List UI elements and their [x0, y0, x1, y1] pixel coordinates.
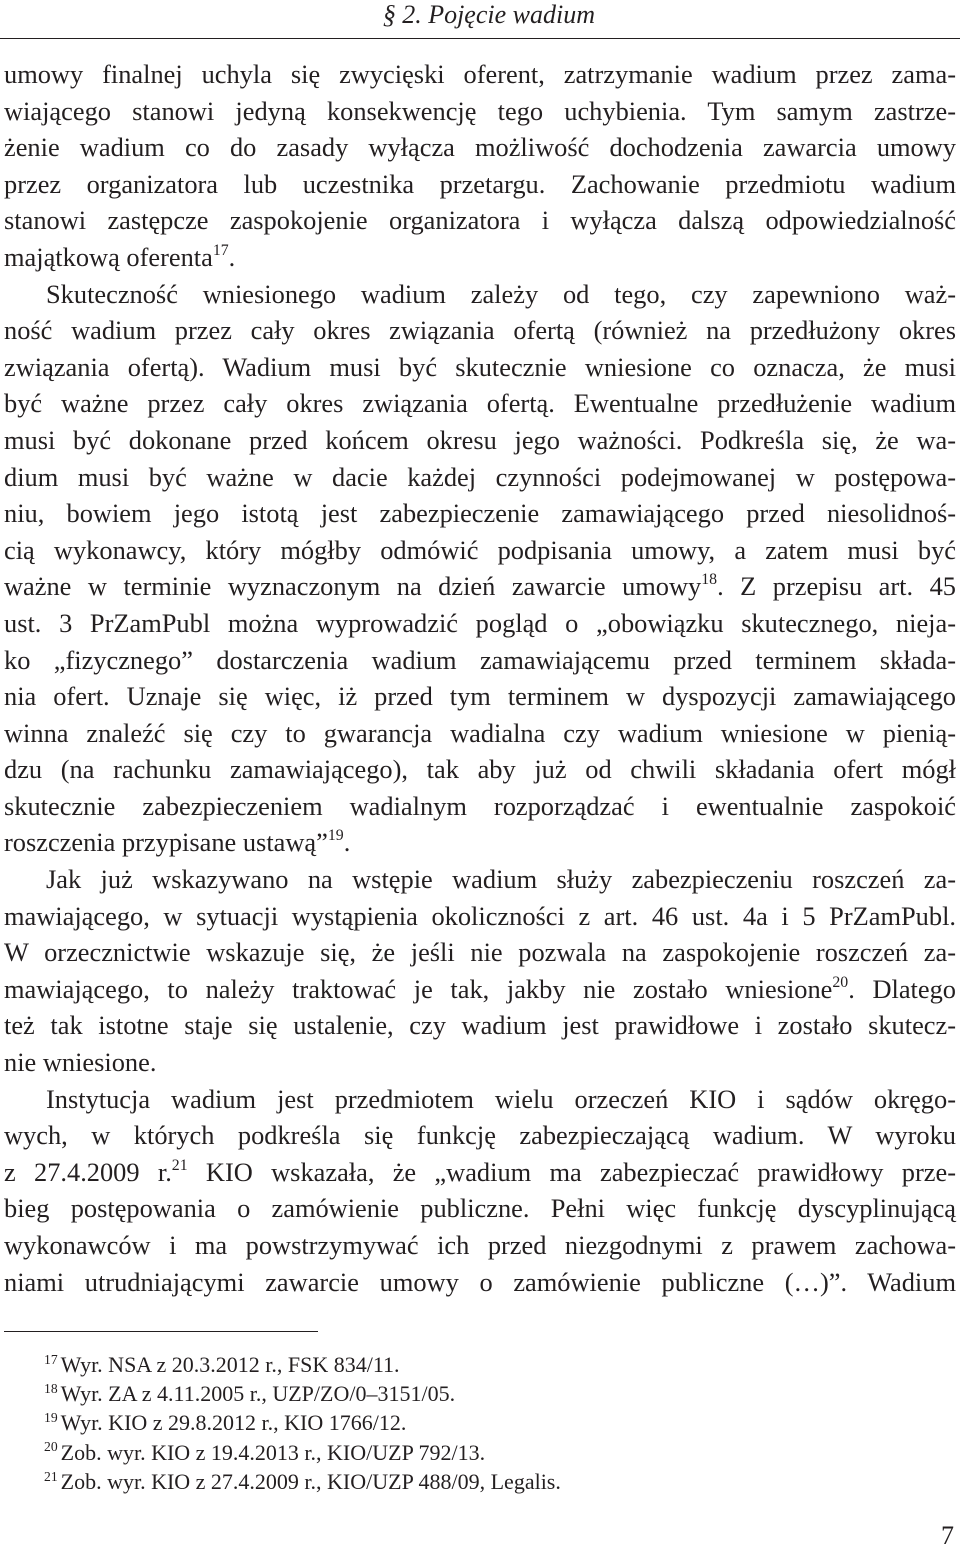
- text-fragment: majątkową oferenta: [4, 241, 213, 272]
- text-line: ko „fizycznego” dostarczenia wadium zamawiającemu przed terminem składa-: [4, 644, 956, 675]
- text-fragment: mawiającego, to należy traktować je tak, jakby nie zostało wniesione: [4, 973, 833, 1004]
- text-fragment: . Z przepisu art. 45: [717, 571, 956, 602]
- paragraph-4: [4, 1081, 956, 1301]
- text-fragment: KIO wskazała, że „wadium ma zabezpieczać prawidłowy prze-: [187, 1156, 956, 1187]
- footnote-number: 17: [44, 1351, 58, 1367]
- footnote-text: Zob. wyr. KIO z 27.4.2009 r., KIO/UZP 488/09, Legalis.: [60, 1468, 561, 1494]
- footnote-18: [44, 1379, 561, 1408]
- text-line: [4, 1154, 956, 1191]
- text-line: związania ofertą). Wadium musi być skutecznie wniesione co oznacza, że musi: [4, 351, 956, 382]
- footnote-ref-18[interactable]: 18: [701, 571, 718, 589]
- main-text: [4, 56, 956, 1300]
- text-line: [4, 568, 956, 605]
- paragraph-2: [4, 276, 956, 862]
- footnote-20: [44, 1438, 561, 1467]
- footnote-rule: [4, 1331, 318, 1332]
- text-line: cią wykonawcy, który mógłby odmówić podpisania umowy, a zatem musi być: [4, 534, 956, 565]
- text-line: mawiającego, w sytuacji wystąpienia okoliczności z art. 46 ust. 4a i 5 PrZamPubl.: [4, 900, 956, 931]
- text-line: [4, 239, 956, 276]
- footnote-number: 21: [44, 1468, 58, 1484]
- footnote-number: 18: [44, 1381, 58, 1397]
- text-line: dium musi być ważne w dacie każdej czynności podejmowanej w postępowa-: [4, 461, 956, 492]
- footnote-19: [44, 1408, 561, 1437]
- page-number: 7: [941, 1521, 954, 1550]
- text-line: bieg postępowania o zamówienie publiczne. Pełni więc funkcję dyscyplinującą: [4, 1193, 956, 1224]
- footnote-ref-21[interactable]: 21: [171, 1156, 188, 1174]
- text-line: winna znaleźć się czy to gwarancja wadialna czy wadium wniesione w pienią-: [4, 717, 956, 748]
- text-fragment: ważne w terminie wyznaczonym na dzień zawarcie umowy: [4, 571, 702, 602]
- text-line: ność wadium przez cały okres związania ofertą (również na przedłużony okres: [4, 315, 956, 346]
- text-line: umowy finalnej uchyla się zwycięski oferent, zatrzymanie wadium przez zama-: [4, 59, 956, 89]
- text-line: [4, 971, 956, 1008]
- paragraph-1: [4, 56, 956, 276]
- text-line: też tak istotne staje się ustalenie, czy wadium jest prawidłowe i zostało skutecz-: [4, 1010, 956, 1041]
- text-line: W orzecznictwie wskazuje się, że jeśli nie pozwala na zaspokojenie roszczeń za-: [4, 937, 956, 968]
- footnote-ref-19[interactable]: 19: [327, 827, 344, 845]
- footnote-text: Wyr. KIO z 29.8.2012 r., KIO 1766/12.: [60, 1410, 407, 1436]
- text-line: musi być dokonane przed końcem okresu jego ważności. Podkreśla się, że wa-: [4, 424, 956, 455]
- text-line: stanowi zastępcze zaspokojenie organizatora i wyłącza dalszą odpowiedzialność: [4, 205, 956, 236]
- text-line: nia ofert. Uznaje się więc, iż przed tym terminem w dyspozycji zamawiającego: [4, 681, 956, 712]
- text-fragment: . Dlatego: [848, 973, 956, 1004]
- text-line: Instytucja wadium jest przedmiotem wielu orzeczeń KIO i sądów okręgo-: [46, 1083, 956, 1114]
- text-line: żenie wadium co do zasady wyłącza możliwość dochodzenia zawarcia umowy: [4, 132, 956, 163]
- text-fragment: .: [343, 827, 351, 858]
- footnote-21: [44, 1467, 561, 1496]
- footnote-ref-17[interactable]: 17: [212, 241, 229, 259]
- text-line: wiającego stanowi jedyną konsekwencję tego uchybienia. Tym samym zastrze-: [4, 95, 956, 126]
- footnotes: [44, 1350, 561, 1496]
- text-line: Skuteczność wniesionego wadium zależy od tego, czy zapewniono waż-: [46, 278, 956, 309]
- text-fragment: roszczenia przypisane ustawą”: [4, 827, 328, 858]
- paragraph-3: [4, 861, 956, 1081]
- footnote-17: [44, 1350, 561, 1379]
- text-fragment: z 27.4.2009 r.: [4, 1156, 172, 1187]
- footnote-text: Wyr. NSA z 20.3.2012 r., FSK 834/11.: [60, 1352, 400, 1377]
- text-line: Jak już wskazywano na wstępie wadium służy zabezpieczeniu roszczeń za-: [46, 864, 956, 895]
- text-line: przez organizatora lub uczestnika przetargu. Zachowanie przedmiotu wadium: [4, 168, 956, 199]
- text-line: dzu (na rachunku zamawiającego), tak aby już od chwili składania ofert mógł: [4, 754, 956, 785]
- text-line: nie wniesione.: [4, 1047, 157, 1078]
- text-fragment: .: [228, 241, 236, 272]
- header-rule: [0, 38, 960, 39]
- text-line: ust. 3 PrZamPubl można wyprowadzić pogląd o „obowiązku skutecznego, nieja-: [4, 607, 956, 638]
- text-line: być ważne przez cały okres związania ofertą. Ewentualne przedłużenie wadium: [4, 388, 956, 419]
- text-line: [4, 824, 956, 861]
- footnote-number: 19: [44, 1410, 58, 1426]
- footnote-text: Wyr. ZA z 4.11.2005 r., UZP/ZO/0–3151/05.: [60, 1381, 456, 1407]
- footnote-text: Zob. wyr. KIO z 19.4.2013 r., KIO/UZP 792/13.: [60, 1439, 486, 1465]
- running-header: § 2. Pojęcie wadium: [382, 0, 595, 29]
- text-line: niami utrudniającymi zawarcie umowy o zamówienie publiczne (…)”. Wadium: [4, 1266, 956, 1297]
- text-line: wykonawców i ma powstrzymywać ich przed niezgodnymi z prawem zachowa-: [4, 1230, 956, 1260]
- footnote-number: 20: [44, 1439, 58, 1455]
- text-line: wych, w których podkreśla się funkcję zabezpieczającą wadium. W wyroku: [4, 1120, 956, 1151]
- text-line: niu, bowiem jego istotą jest zabezpieczenie zamawiającego przed niesolidnoś-: [4, 498, 956, 529]
- text-line: skutecznie zabezpieczeniem wadialnym rozporządzać i ewentualnie zaspokoić: [4, 790, 956, 821]
- footnote-ref-20[interactable]: 20: [832, 973, 849, 991]
